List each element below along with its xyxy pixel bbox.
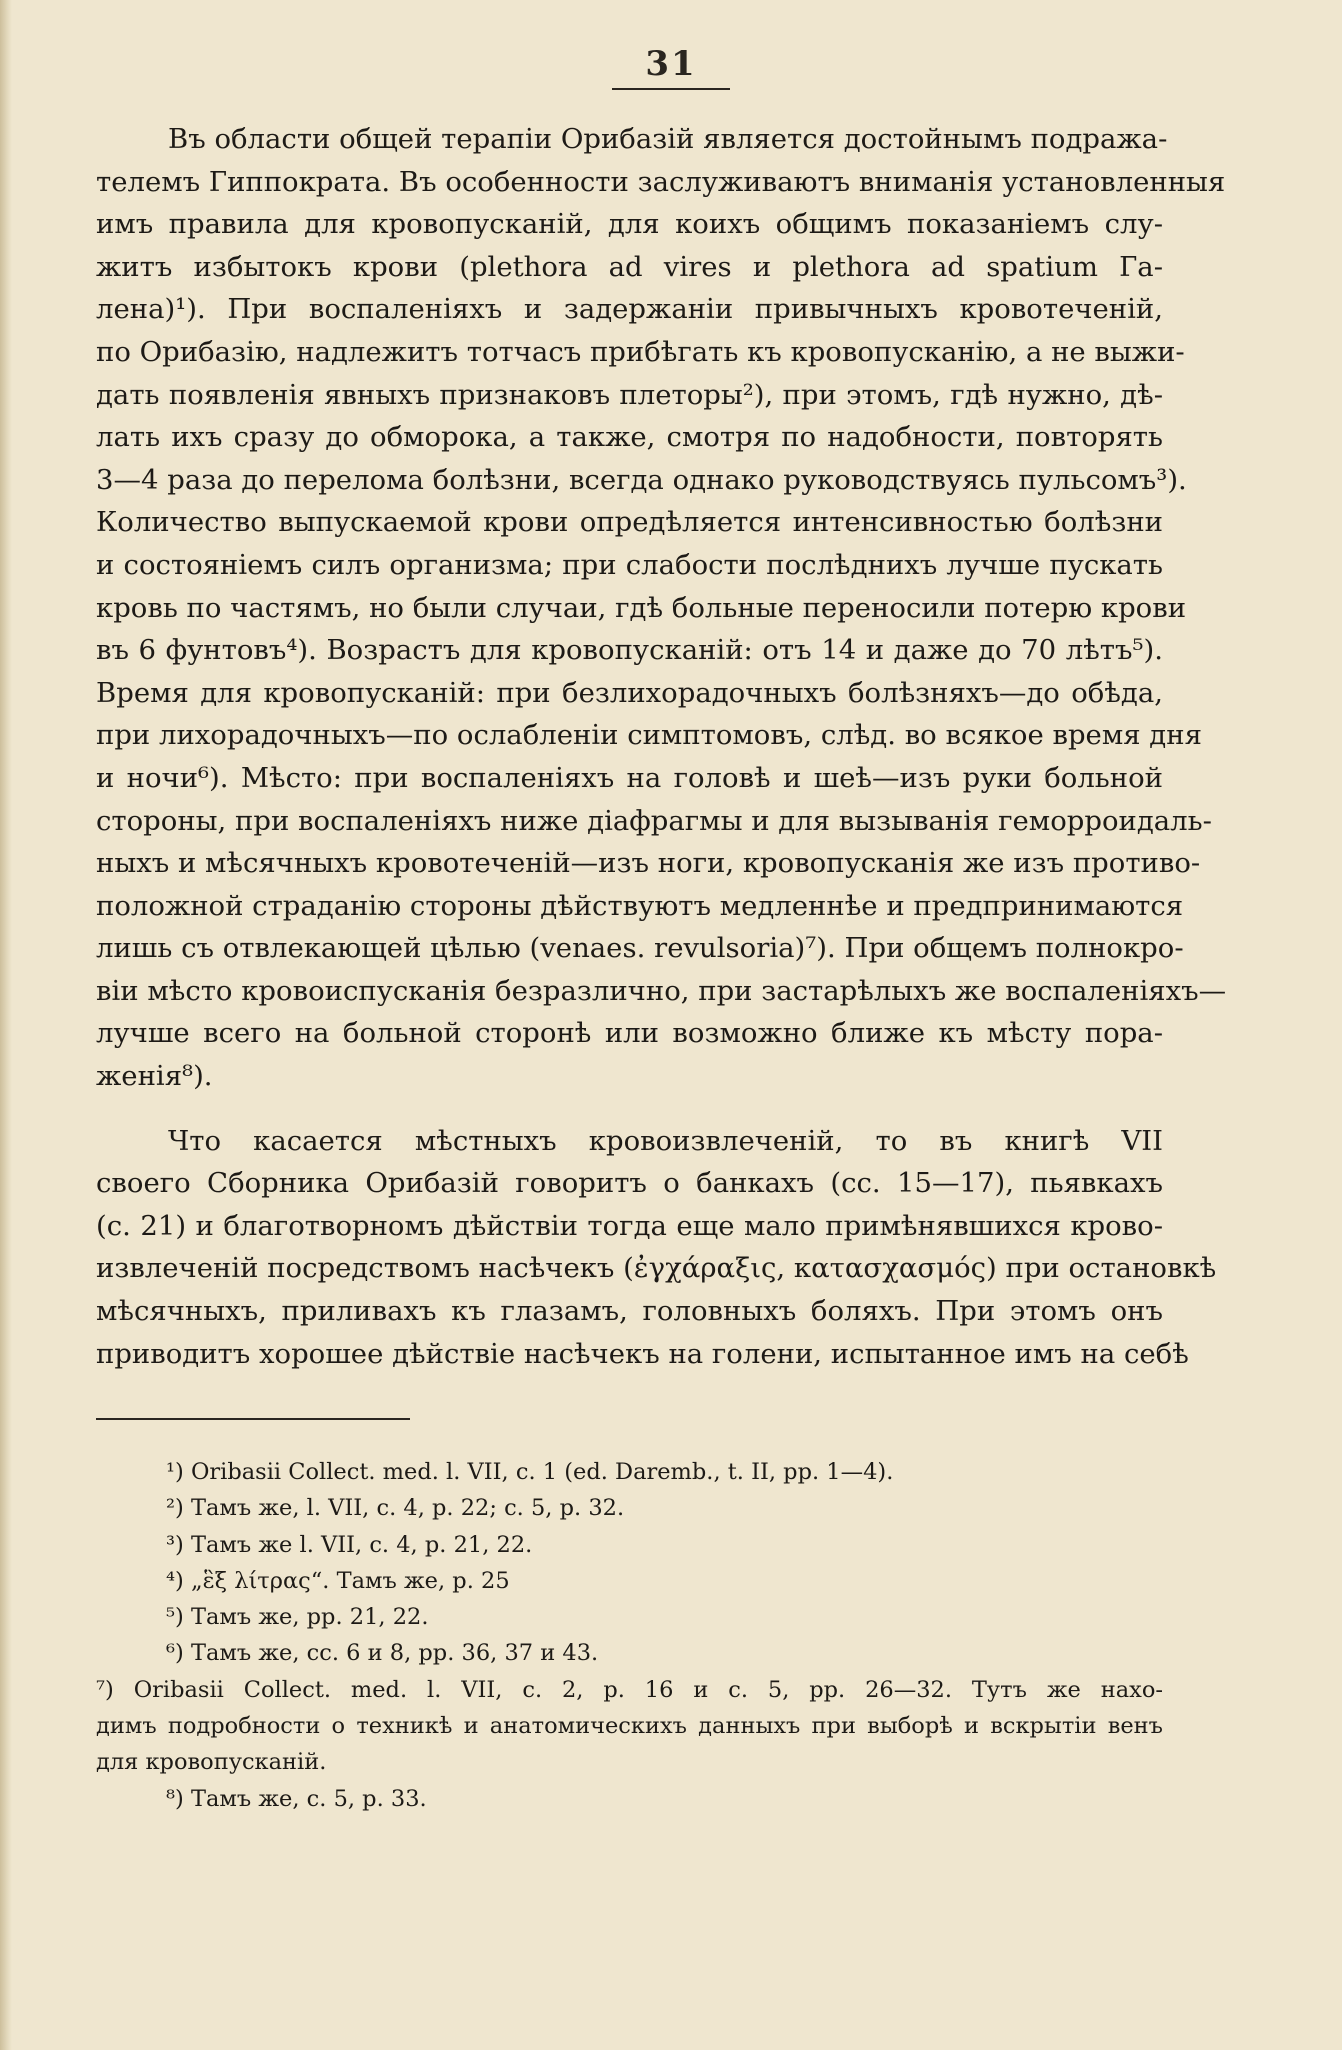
text-line: (с. 21) и благотворномъ дѣйствіи тогда еще мало примѣнявшихся крово- — [96, 1209, 1163, 1242]
text-line: Что касается мѣстныхъ кровоизвлеченій, то въ книгѣ VII — [168, 1124, 1163, 1157]
text-line: и состояніемъ силъ организма; при слабости послѣднихъ лучше пускать — [96, 548, 1163, 581]
footnote: ⁸) Тамъ же, c. 5, p. 33. — [166, 1785, 427, 1812]
footnote: ⁴) „ἓξ λίτρας“. Тамъ же, p. 25 — [166, 1567, 510, 1594]
footnotes — [96, 1454, 1163, 1817]
footnote: ¹) Oribasii Collect. med. l. VII, c. 1 (ed. Daremb., t. II, pp. 1—4). — [166, 1459, 894, 1485]
text-line: кровь по частямъ, но были случаи, гдѣ больные переносили потерю крови — [96, 591, 1187, 624]
text-line: лать ихъ сразу до обморока, а также, смотря по надобности, повторять — [96, 421, 1163, 454]
text-line: 3—4 раза до перелома болѣзни, всегда однако руководствуясь пульсомъ³). — [96, 463, 1187, 496]
text-line: извлеченій посредствомъ насѣчекъ (ἐγχάραξις, κατασχασμός) при остановкѣ — [96, 1252, 1217, 1285]
text-line: въ 6 фунтовъ⁴). Возрастъ для кровопусканій: отъ 14 и даже до 70 лѣтъ⁵). — [96, 634, 1163, 667]
text-line: мѣсячныхъ, приливахъ къ глазамъ, головныхъ боляхъ. При этомъ онъ — [96, 1295, 1163, 1328]
text-line: лучше всего на больной сторонѣ или возможно ближе къ мѣсту пора- — [96, 1017, 1163, 1050]
footnote-separator — [96, 1418, 410, 1420]
footnote: ²) Тамъ же, l. VII, c. 4, p. 22; c. 5, p. 32. — [166, 1495, 625, 1522]
text-line: лишь съ отвлекающей цѣлью (venaes. revulsoria)⁷). При общемъ полнокро- — [96, 932, 1184, 965]
footnote: ⁷) Oribasii Collect. med. l. VII, c. 2, p. 16 и c. 5, pp. 26—32. Тутъ же нахо- — [96, 1676, 1163, 1703]
footnote: ⁶) Тамъ же, cc. 6 и 8, pp. 36, 37 и 43. — [166, 1640, 599, 1667]
text-line: житъ избытокъ крови (plethora ad vires и plethora ad spatium Га- — [96, 250, 1163, 283]
text-line: Время для кровопусканій: при безлихорадочныхъ болѣзняхъ—до обѣда, — [96, 676, 1163, 709]
text-line: стороны, при воспаленіяхъ ниже діафрагмы и для вызыванія геморроидаль- — [96, 804, 1212, 837]
footnote-continuation: димъ подробности о техникѣ и анатомическихъ данныхъ при выборѣ и вскрытіи венъ — [96, 1713, 1163, 1740]
text-line: дать появленія явныхъ признаковъ плеторы²), при этомъ, гдѣ нужно, дѣ- — [96, 378, 1163, 411]
text-line: при лихорадочныхъ—по ослабленіи симптомовъ, слѣд. во всякое время дня — [96, 719, 1202, 752]
body-text — [96, 118, 1227, 1375]
page-number: 31 — [645, 44, 697, 84]
text-line: и ночи⁶). Мѣсто: при воспаленіяхъ на головѣ и шеѣ—изъ руки больной — [96, 761, 1163, 794]
text-line: положной страданію стороны дѣйствуютъ медленнѣе и предпринимаются — [96, 889, 1184, 922]
footnote-continuation: для кровопусканій. — [96, 1749, 327, 1776]
text-line: Въ области общей терапіи Орибазій является достойнымъ подража- — [168, 123, 1168, 155]
text-line: ныхъ и мѣсячныхъ кровотеченій—изъ ноги, кровопусканія же изъ противо- — [96, 847, 1201, 880]
text-line: телемъ Гиппократа. Въ особенности заслуживаютъ вниманія установленныя — [96, 165, 1226, 198]
text-line: Количество выпускаемой крови опредѣляется интенсивностью болѣзни — [96, 506, 1163, 539]
text-line: лена)¹). При воспаленіяхъ и задержаніи привычныхъ кровотеченій, — [96, 293, 1163, 326]
text-line: по Орибазію, надлежитъ тотчасъ прибѣгать къ кровопусканію, а не выжи- — [96, 335, 1185, 368]
text-line: женія⁸). — [96, 1060, 213, 1093]
page-edge — [0, 0, 12, 2050]
paragraph-local-bloodletting — [96, 1120, 1217, 1376]
text-line: своего Сборника Орибазій говоритъ о банкахъ (сс. 15—17), пьявкахъ — [96, 1167, 1163, 1200]
page-number-rule — [612, 88, 730, 90]
text-line: имъ правила для кровопусканій, для коихъ общимъ показаніемъ слу- — [96, 208, 1163, 241]
footnote: ⁵) Тамъ же, pp. 21, 22. — [166, 1604, 429, 1631]
footnote: ³) Тамъ же l. VII, c. 4, p. 21, 22. — [166, 1531, 533, 1558]
paragraph-bloodletting-rules — [96, 118, 1227, 1098]
text-line: віи мѣсто кровоиспусканія безразлично, при застарѣлыхъ же воспаленіяхъ— — [96, 974, 1227, 1007]
text-line: приводитъ хорошее дѣйствіе насѣчекъ на голени, испытанное имъ на себѣ — [96, 1337, 1189, 1370]
